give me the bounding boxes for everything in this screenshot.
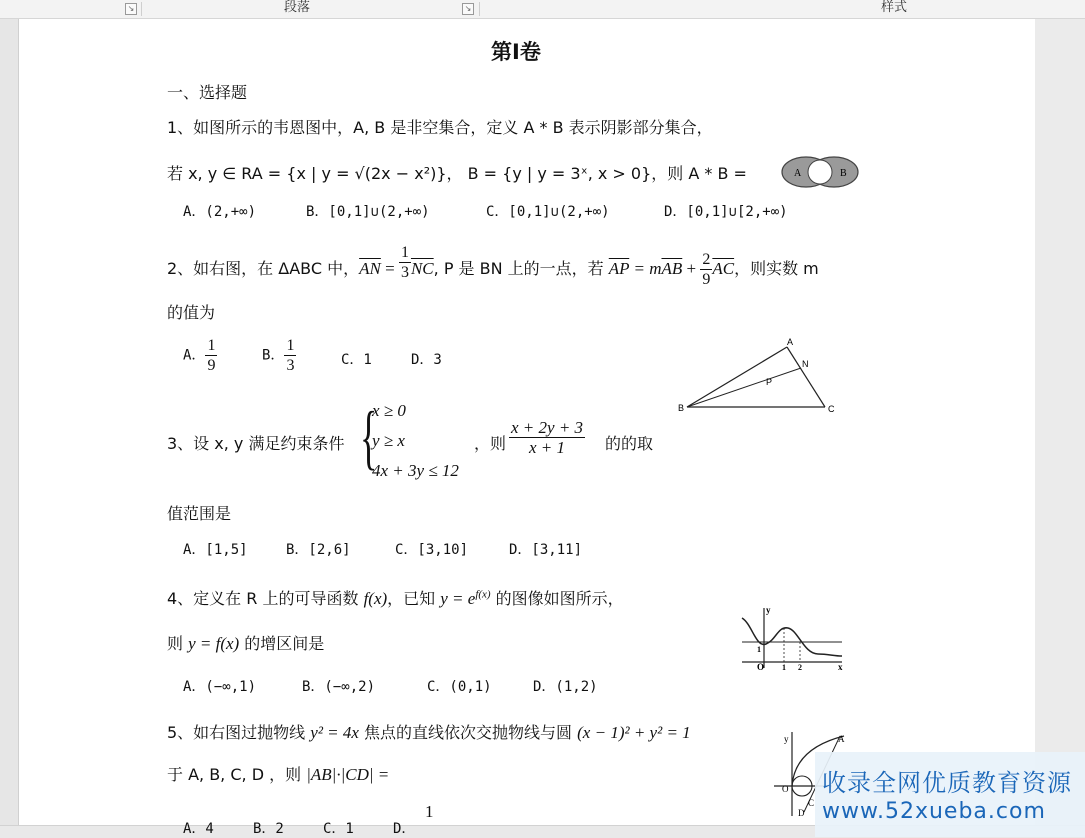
q4-option-d: D．(1,2) (533, 679, 598, 695)
q5-option-c: C．1 (323, 821, 354, 837)
constraint-brace: { (360, 397, 378, 477)
q2-option-b: B． $\frac{1}{3}$ (262, 337, 295, 374)
q5-line1: 5、如右图过抛物线 y² = 4x 焦点的直线依次交抛物线与圆 (x − 1)² + y² = 1 (167, 723, 691, 742)
watermark-url[interactable]: www.52xueba.com (822, 799, 1046, 824)
q3-fraction: $\frac{x + 2y + 3}{x + 1}$ (511, 418, 584, 457)
paragraph-group-label: 段落 (284, 0, 311, 15)
q1-option-c: C．[0,1]∪(2,+∞) (486, 204, 610, 220)
svg-text:B: B (678, 403, 685, 413)
page-title: 第Ⅰ卷 (491, 40, 541, 64)
svg-text:2: 2 (798, 663, 802, 672)
section-heading: 一、选择题 (167, 83, 248, 102)
q4-line2: 则 y = f(x) 的增区间是 (167, 634, 325, 653)
svg-text:C: C (828, 404, 835, 414)
svg-text:N: N (802, 359, 809, 369)
q4-option-a: A．(−∞,1) (183, 679, 257, 695)
svg-text:1: 1 (782, 663, 786, 672)
q2-option-a: A． $\frac{1}{9}$ (183, 337, 216, 374)
ribbon-separator (141, 2, 142, 16)
q3-mid: ，则 (474, 434, 507, 453)
q1-line1: 1、如图所示的韦恩图中，A, B 是非空集合，定义 A * B 表示阴影部分集合， (167, 118, 713, 137)
ribbon-separator (479, 2, 480, 16)
q1-line2: 若 x, y ∈ RA = {x | y = √(2x − x²)}， B = {y | y = 3ˣ, x > 0}，则 A * B = (167, 164, 747, 183)
svg-text:A: A (787, 337, 794, 347)
triangle-diagram (677, 335, 842, 417)
svg-text:O: O (782, 784, 789, 794)
q4-line1: 4、定义在 R 上的可导函数 f(x)，已知 $y = e^{f(x)}$ 的图像如图所示， (167, 588, 624, 608)
venn-label-b: B (840, 168, 847, 179)
q1-option-d: D．[0,1]∪[2,+∞) (664, 204, 788, 220)
venn-diagram (780, 153, 860, 191)
q3-option-d: D．[3,11] (509, 542, 583, 558)
q3-constraint-2: y ≥ x (372, 431, 405, 450)
ribbon-bar (0, 0, 1085, 19)
q3-option-c: C．[3,10] (395, 542, 469, 558)
q5-option-b: B．2 (253, 821, 284, 837)
q4-graph (738, 604, 848, 672)
q3-line2: 值范围是 (167, 504, 232, 523)
q5-option-d-numerator: 1 (425, 802, 434, 821)
paragraph-dialog-launcher-icon[interactable]: ↘ (462, 3, 474, 15)
q2-option-d: D．3 (411, 352, 442, 368)
q3-option-b: B．[2,6] (286, 542, 351, 558)
svg-text:P: P (766, 377, 773, 387)
svg-text:A: A (838, 734, 845, 744)
q2-line2: 的值为 (167, 303, 216, 322)
q3-post: 的的取 (605, 434, 654, 453)
right-margin-area (1035, 19, 1085, 837)
q5-option-a: A．4 (183, 821, 214, 837)
q2-line1: 2、如右图，在 ΔABC 中，$\overline{AN}$ = $\frac{1}{3}$ $\overline{NC}$, P 是 BN 上的一点，若 $\overline{AP} = m\overline{AB}$ + $\frac{2}{9}$ $\overline{AC}$，则实数 m (167, 244, 819, 288)
q1-option-a: A．(2,+∞) (183, 204, 257, 220)
svg-text:1: 1 (757, 645, 761, 654)
svg-text:y: y (784, 734, 789, 744)
q5-option-d: D． (393, 821, 416, 837)
q5-line2: 于 A, B, C, D ，则 |AB|·|CD| = (167, 765, 390, 784)
svg-text:x: x (838, 662, 843, 672)
q4-option-c: C．(0,1) (427, 679, 492, 695)
q3-constraint-3: 4x + 3y ≤ 12 (372, 461, 459, 480)
svg-text:O: O (757, 662, 765, 672)
q3-prefix: 3、设 x, y 满足约束条件 (167, 434, 345, 453)
svg-text:C: C (808, 798, 815, 808)
svg-text:D: D (798, 808, 805, 818)
q2-option-c: C．1 (341, 352, 372, 368)
venn-label-a: A (794, 168, 802, 179)
styles-group-label: 样式 (881, 0, 908, 15)
watermark-line1: 收录全网优质教育资源 (822, 769, 1072, 797)
q3-option-a: A．[1,5] (183, 542, 248, 558)
q1-option-b: B．[0,1]∪(2,+∞) (306, 204, 430, 220)
q4-option-b: B．(−∞,2) (302, 679, 376, 695)
svg-text:y: y (766, 605, 771, 615)
font-dialog-launcher-icon[interactable]: ↘ (125, 3, 137, 15)
q3-constraint-1: x ≥ 0 (372, 401, 406, 420)
